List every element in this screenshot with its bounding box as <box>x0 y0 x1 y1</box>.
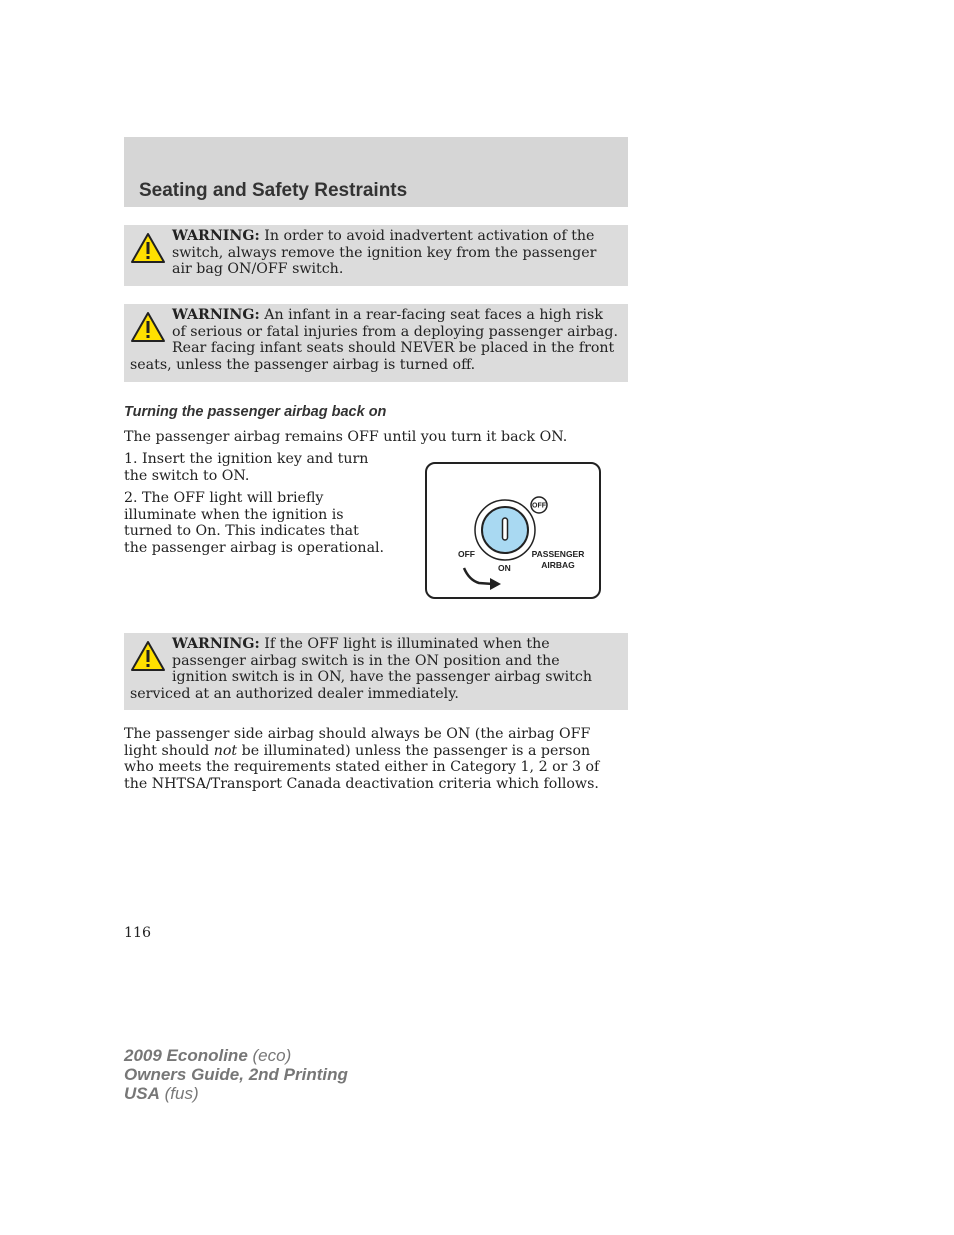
closing-text-1: The passenger side airbag should always be ON (the airbag OFF light should <box>124 726 591 759</box>
document-footer <box>124 1046 348 1103</box>
footer-model-code: (eco) <box>247 1046 292 1065</box>
footer-market: USA <box>124 1084 160 1103</box>
warning-triangle-icon <box>130 232 166 264</box>
page-title: Seating and Safety Restraints <box>139 180 408 201</box>
section-header <box>124 137 628 207</box>
turn-arrow-icon <box>464 568 493 584</box>
warning-label: WARNING: <box>172 228 260 244</box>
closing-text-2: be illuminated) unless the passenger is a person who meets the requirements stated either in Category 1, 2 or 3 of the NHTSA/Transport Canada deactivation criteria which follows. <box>124 742 600 792</box>
airbag-label: AIRBAG <box>541 560 575 570</box>
footer-edition: Owners Guide, 2nd Printing <box>124 1065 348 1084</box>
footer-model: 2009 Econoline <box>124 1046 248 1065</box>
section-title: Turning the passenger airbag back on <box>124 404 387 420</box>
warning-triangle-icon <box>130 311 166 343</box>
arrow-head-icon <box>490 578 501 590</box>
warning-text: If the OFF light is illuminated when the passenger airbag switch is in the ON position and the ignition switch is in ON, have the passenger airbag switch serviced at an authorized dealer immediately. <box>130 636 592 702</box>
key-slot-icon <box>503 518 508 540</box>
warning-text: In order to avoid inadvertent activation of the switch, always remove the ignition key from the passenger air bag ON/OFF switch. <box>172 228 597 277</box>
passenger-label: PASSENGER <box>531 549 585 559</box>
step-2-paragraph: 2. The OFF light will briefly illuminate when the ignition is turned to On. This indicates that the passenger airbag is operational. <box>124 490 385 556</box>
warning-box-ignition-key <box>124 225 628 286</box>
page-number: 116 <box>124 925 152 941</box>
off-light-label: OFF <box>532 502 546 510</box>
airbag-switch-figure <box>425 462 601 599</box>
airbag-switch-diagram <box>427 464 599 597</box>
off-position-label: OFF <box>458 549 475 559</box>
warning-label: WARNING: <box>172 307 260 323</box>
closing-paragraph <box>124 726 624 792</box>
warning-triangle-icon <box>130 640 166 672</box>
warning-text: An infant in a rear-facing seat faces a high risk of serious or fatal injuries from a deploying passenger airbag. Rear facing infant seats should NEVER be placed in the front seats, unless the passenger airbag is turned off. <box>130 307 618 373</box>
footer-market-code: (fus) <box>159 1084 199 1103</box>
warning-box-infant-seat <box>124 304 628 382</box>
closing-emphasis: not <box>213 742 238 759</box>
warning-label: WARNING: <box>172 636 260 652</box>
step-1-paragraph: 1. Insert the ignition key and turn the switch to ON. <box>124 451 369 484</box>
warning-box-off-light <box>124 633 628 710</box>
on-position-label: ON <box>498 563 511 573</box>
intro-paragraph: The passenger airbag remains OFF until you turn it back ON. <box>124 429 568 445</box>
